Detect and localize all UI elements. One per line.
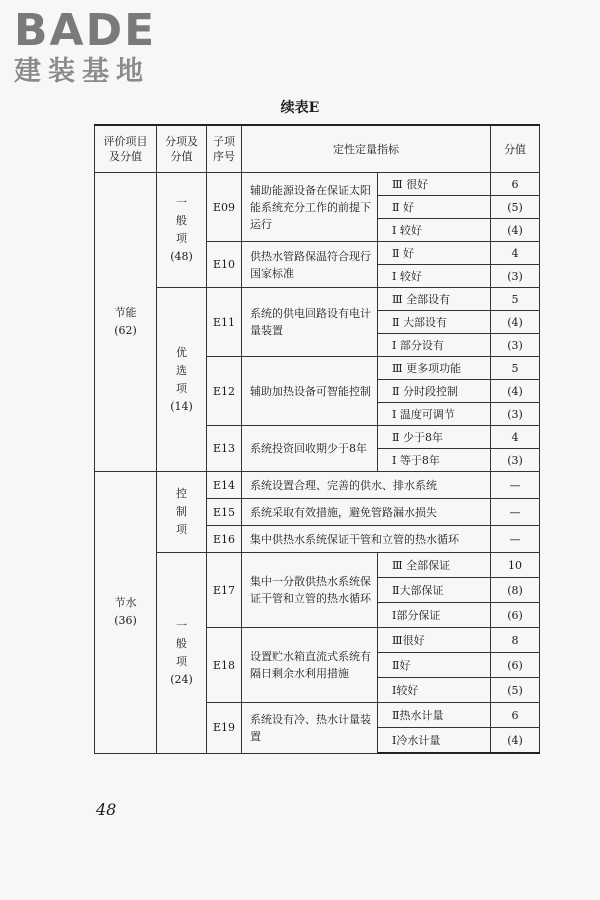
level-label: Ⅰ 温度可调节: [378, 403, 491, 426]
header-evaluation-item: 评价项目及分值: [95, 125, 157, 173]
group-control-water: 控 制 项: [157, 472, 207, 553]
table-row: [95, 553, 540, 578]
item-code: E16: [207, 526, 242, 553]
level-label: Ⅲ 全部保证: [378, 553, 491, 578]
score-value: (3): [491, 449, 540, 472]
level-label: Ⅲ 全部设有: [378, 288, 491, 311]
item-description: 集中供热水系统保证干管和立管的热水循环: [242, 526, 491, 553]
item-description: 系统采取有效措施，避免管路漏水损失: [242, 499, 491, 526]
page-number: 48: [96, 800, 117, 819]
score-value: 8: [491, 628, 540, 653]
logo-subtitle: 建装基地: [14, 56, 150, 87]
score-value: (5): [491, 678, 540, 703]
item-code: E19: [207, 703, 242, 754]
level-label: Ⅰ 较好: [378, 265, 491, 288]
item-code: E14: [207, 472, 242, 499]
item-code: E15: [207, 499, 242, 526]
score-value: (5): [491, 196, 540, 219]
item-code: E17: [207, 553, 242, 628]
evaluation-table: [94, 124, 540, 754]
header-indicator: 定性定量指标: [242, 125, 491, 173]
score-value: —: [491, 472, 540, 499]
level-label: Ⅲ 更多项功能: [378, 357, 491, 380]
score-value: (3): [491, 265, 540, 288]
item-description: 辅助能源设备在保证太阳能系统充分工作的前提下运行: [242, 173, 378, 242]
level-label: Ⅱ好: [378, 653, 491, 678]
item-code: E18: [207, 628, 242, 703]
level-label: Ⅱ 好: [378, 242, 491, 265]
header-sub-item: 分项及分值: [157, 125, 207, 173]
section-water: 节水 (36): [95, 472, 157, 754]
logo-word: BADE: [14, 5, 157, 56]
item-code: E10: [207, 242, 242, 288]
item-code: E12: [207, 357, 242, 426]
score-value: (3): [491, 334, 540, 357]
item-description: 辅助加热设备可智能控制: [242, 357, 378, 426]
item-description: 设置贮水箱直流式系统有隔日剩余水利用措施: [242, 628, 378, 703]
score-value: (8): [491, 578, 540, 603]
level-label: Ⅱ 分时段控制: [378, 380, 491, 403]
logo: [14, 5, 157, 88]
header-item-number: 子项序号: [207, 125, 242, 173]
score-value: 5: [491, 288, 540, 311]
group-general-water: 一 般 项 (24): [157, 553, 207, 754]
level-label: Ⅰ冷水计量: [378, 728, 491, 754]
level-label: Ⅱ大部保证: [378, 578, 491, 603]
level-label: Ⅰ 部分设有: [378, 334, 491, 357]
level-label: Ⅰ较好: [378, 678, 491, 703]
table-row: [95, 173, 540, 196]
score-value: 4: [491, 426, 540, 449]
table-row: [95, 288, 540, 311]
section-energy: 节能 (62): [95, 173, 157, 472]
item-description: 供热水管路保温符合现行国家标准: [242, 242, 378, 288]
level-label: Ⅱ 好: [378, 196, 491, 219]
score-value: (4): [491, 219, 540, 242]
group-general-energy: 一 般 项 (48): [157, 173, 207, 288]
level-label: Ⅲ 很好: [378, 173, 491, 196]
score-value: —: [491, 526, 540, 553]
score-value: 6: [491, 173, 540, 196]
level-label: Ⅱ 大部设有: [378, 311, 491, 334]
score-value: 4: [491, 242, 540, 265]
item-description: 系统设有冷、热水计量装置: [242, 703, 378, 754]
score-value: (4): [491, 728, 540, 754]
item-code: E09: [207, 173, 242, 242]
score-value: 5: [491, 357, 540, 380]
table-row: [95, 472, 540, 499]
level-label: Ⅲ很好: [378, 628, 491, 653]
score-value: (6): [491, 653, 540, 678]
item-code: E11: [207, 288, 242, 357]
level-label: Ⅱ 少于8年: [378, 426, 491, 449]
level-label: Ⅱ热水计量: [378, 703, 491, 728]
group-optional-energy: 优 选 项 (14): [157, 288, 207, 472]
item-description: 系统的供电回路设有电计量装置: [242, 288, 378, 357]
item-code: E13: [207, 426, 242, 472]
table-caption: 续表E: [280, 100, 320, 116]
level-label: Ⅰ部分保证: [378, 603, 491, 628]
score-value: (4): [491, 380, 540, 403]
level-label: Ⅰ 等于8年: [378, 449, 491, 472]
level-label: Ⅰ 较好: [378, 219, 491, 242]
score-value: (4): [491, 311, 540, 334]
score-value: 6: [491, 703, 540, 728]
score-value: 10: [491, 553, 540, 578]
header-row: [95, 125, 540, 173]
score-value: (6): [491, 603, 540, 628]
item-description: 系统投资回收期少于8年: [242, 426, 378, 472]
score-value: —: [491, 499, 540, 526]
item-description: 集中一分散供热水系统保证干管和立管的热水循环: [242, 553, 378, 628]
header-score: 分值: [491, 125, 540, 173]
score-value: (3): [491, 403, 540, 426]
item-description: 系统设置合理、完善的供水、排水系统: [242, 472, 491, 499]
